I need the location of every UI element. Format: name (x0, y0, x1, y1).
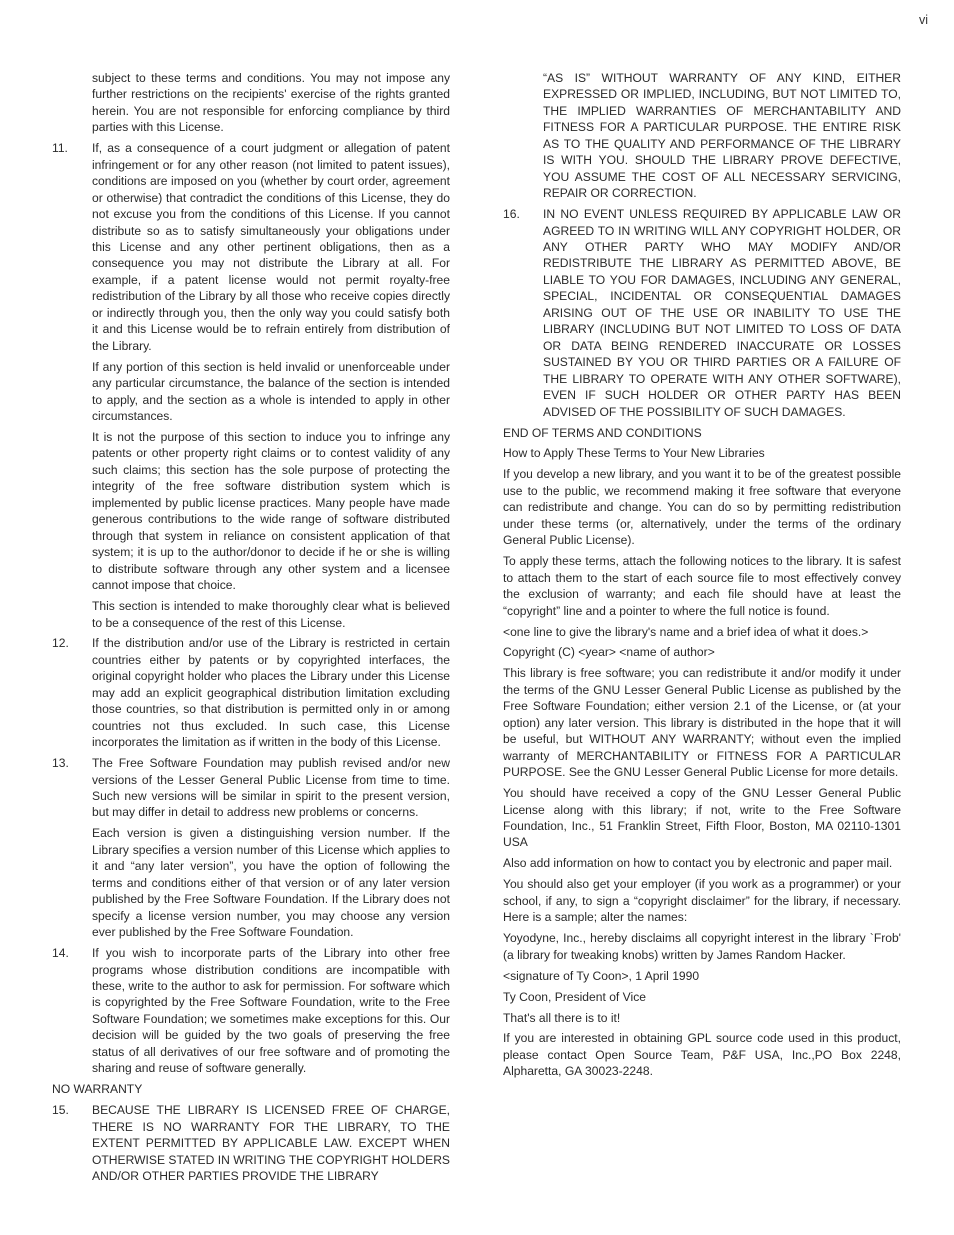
list-item-14 (52, 945, 450, 1077)
item-number: 11. (52, 141, 68, 156)
paragraph-apply: To apply these terms, attach the following notices to the library. It is safest to attach them to the start of each source file to most effectively convey the exclusion of warranty; and each file should have at least the “copyright” line and a pointer to where the full notice is found. (503, 554, 901, 618)
paragraph-thats-all: That's all there is to it! (503, 1010, 621, 1025)
list-item-16 (503, 206, 901, 420)
item-text: If, as a consequence of a court judgment or allegation of patent infringement or for any other reason (not limited to patent issues), conditions are imposed on you (whether by court order, agreement or otherwise) that contradict the conditions of this License, they do not excuse you from the conditions of this License. If you cannot distribute so as to satisfy simultaneously your obligations under this License and any other pertinent obligations, then as a consequence you may not distribute the Library at all. For example, if a patent license would not permit royalty-free redistribution of the Library by all those who receive copies directly or indirectly through you, then the only way you could satisfy both it and this License would be to refrain entirely from distribution of the Library. (92, 141, 450, 353)
paragraph-copyright: Copyright (C) <year> <name of author> (503, 645, 715, 660)
paragraph-11d: This section is intended to make thoroughly clear what is believed to be a consequence of the rest of this License. (92, 599, 450, 630)
heading-no-warranty: NO WARRANTY (52, 1082, 143, 1097)
item-text: The Free Software Foundation may publish revised and/or new versions of the Lesser General Public License from time to time. Such new versions will be similar in spirit to the present version, but may differ in detail to address new problems or concerns. (92, 756, 450, 820)
paragraph-one-line: <one line to give the library's name and a brief idea of what it does.> (503, 624, 869, 639)
paragraph-15-continued: “AS IS” WITHOUT WARRANTY OF ANY KIND, EITHER EXPRESSED OR IMPLIED, INCLUDING, BUT NOT LIMITED TO, THE IMPLIED WARRANTIES OF MERCHANTABILITY AND FITNESS FOR A PARTICULAR PURPOSE. THE ENTIRE RISK AS TO THE QUALITY AND PERFORMANCE OF THE LIBRARY IS WITH YOU. SHOULD THE LIBRARY PROVE DEFECTIVE, YOU ASSUME THE COST OF ALL NECESSARY SERVICING, REPAIR OR CORRECTION. (543, 71, 901, 201)
list-item-11 (52, 140, 450, 354)
paragraph-yoyodyne: Yoyodyne, Inc., hereby disclaims all copyright interest in the library `Frob' (a library for tweaking knobs) written by James Random Hacker. (503, 931, 901, 962)
paragraph-develop: If you develop a new library, and you want it to be of the greatest possible use to the public, we recommend making it free software that everyone can redistribute and change. You can do so by permitting redistribution under these terms (or, alternatively, under the terms of the ordinary General Public License). (503, 467, 901, 548)
list-item-15 (52, 1102, 450, 1184)
paragraph-received-copy: You should have received a copy of the GNU Lesser General Public License along with this library; if not, write to the Free Software Foundation, Inc., 51 Franklin Street, Fifth Floor, Boston, MA 02110-1301 USA (503, 786, 901, 850)
item-number: 15. (52, 1103, 69, 1118)
paragraph-intro: subject to these terms and conditions. You may not impose any further restrictions on the recipients' exercise of the rights granted herein. You are not responsible for enforcing compliance by third parties with this License. (92, 71, 450, 135)
paragraph-free-software: This library is free software; you can redistribute it and/or modify it under the terms of the GNU Lesser General Public License as published by the Free Software Foundation; either version 2.1 of the License, or (at your option) any later version. This library is distributed in the hope that it will be useful, but WITHOUT ANY WARRANTY; without even the implied warranty of MERCHANTABILITY or FITNESS FOR A PARTICULAR PURPOSE. See the GNU Lesser General Public License for more details. (503, 666, 901, 780)
paragraph-contact: Also add information on how to contact you by electronic and paper mail. (503, 856, 893, 871)
paragraph-13b: Each version is given a distinguishing version number. If the Library specifies a version number of this License which applies to it and “any later version”, you have the option of following the terms and conditions either of that version or of any later version published by the Free Software Foundation. If the Library does not specify a license version number, you may choose any version ever published by the Free Software Foundation. (92, 826, 450, 940)
item-text: IN NO EVENT UNLESS REQUIRED BY APPLICABLE LAW OR AGREED TO IN WRITING WILL ANY COPYRIGHT HOLDER, OR ANY OTHER PARTY WHO MAY MODIFY AND/OR REDISTRIBUTE THE LIBRARY AS PERMITTED ABOVE, BE LIABLE TO YOU FOR DAMAGES, INCLUDING ANY GENERAL, SPECIAL, INCIDENTAL OR CONSEQUENTIAL DAMAGES ARISING OUT OF THE USE OR INABILITY TO USE THE LIBRARY (INCLUDING BUT NOT LIMITED TO LOSS OF DATA OR DATA BEING RENDERED INACCURATE OR LOSSES SUSTAINED BY YOU OR THIRD PARTIES OR A FAILURE OF THE LIBRARY TO OPERATE WITH ANY OTHER SOFTWARE), EVEN IF SUCH HOLDER OR OTHER PARTY HAS BEEN ADVISED OF THE POSSIBILITY OF SUCH DAMAGES. (543, 207, 901, 419)
list-item-12 (52, 635, 450, 750)
item-text: BECAUSE THE LIBRARY IS LICENSED FREE OF CHARGE, THERE IS NO WARRANTY FOR THE LIBRARY, TO THE EXTENT PERMITTED BY APPLICABLE LAW. EXCEPT WHEN OTHERWISE STATED IN WRITING THE COPYRIGHT HOLDERS AND/OR OTHER PARTIES PROVIDE THE LIBRARY (92, 1103, 450, 1183)
page-number: vi (918, 13, 928, 27)
item-text: If the distribution and/or use of the Library is restricted in certain countries either by patents or by copyrighted interfaces, the original copyright holder who places the Library under this License may add an explicit geographical distribution limitation excluding those countries, so that distribution is permitted only in or among countries not thus excluded. In such case, this License incorporates the limitation as if written in the body of this License. (92, 636, 450, 750)
item-number: 16. (503, 207, 520, 222)
item-number: 13. (52, 756, 69, 771)
paragraph-ty-coon: Ty Coon, President of Vice (503, 989, 646, 1004)
end-of-terms-heading: END OF TERMS AND CONDITIONS (503, 425, 702, 440)
paragraph-gpl-source: If you are interested in obtaining GPL source code used in this product, please contact Open Source Team, P&F USA, Inc.,PO Box 2248, Alpharetta, GA 30023-2248. (503, 1031, 901, 1079)
item-number: 12. (52, 636, 69, 651)
paragraph-11c: It is not the purpose of this section to induce you to infringe any patents or other property right claims or to contest validity of any such claims; this section has the sole purpose of protecting the integrity of the free software distribution system which is implemented by public license practices. Many people have made generous contributions to the wide range of software distributed through that system in reliance on consistent application of that system; it is up to the author/donor to decide if he or she is willing to distribute software through any other system and a licensee cannot impose that choice. (92, 430, 450, 593)
item-number: 14. (52, 946, 69, 961)
left-column (52, 70, 450, 1189)
right-column (503, 70, 901, 1084)
list-item-13 (52, 755, 450, 821)
paragraph-signature: <signature of Ty Coon>, 1 April 1990 (503, 968, 700, 983)
item-text: If you wish to incorporate parts of the Library into other free programs whose distribution conditions are incompatible with these, write to the author to ask for permission. For software which is copyrighted by the Free Software Foundation, write to the Free Software Foundation; we sometimes make exceptions for this. Our decision will be guided by the two goals of preserving the free status of all derivatives of our free software and of promoting the sharing and reuse of software generally. (92, 946, 450, 1076)
paragraph-employer: You should also get your employer (if you work as a programmer) or your school, if any, to sign a “copyright disclaimer” for the library, if necessary. Here is a sample; alter the names: (503, 877, 901, 925)
paragraph-11b: If any portion of this section is held invalid or unenforceable under any particular circumstance, the balance of the section is intended to apply, and the section as a whole is intended to apply in other circumstances. (92, 359, 450, 424)
how-to-apply-heading: How to Apply These Terms to Your New Libraries (503, 446, 765, 461)
